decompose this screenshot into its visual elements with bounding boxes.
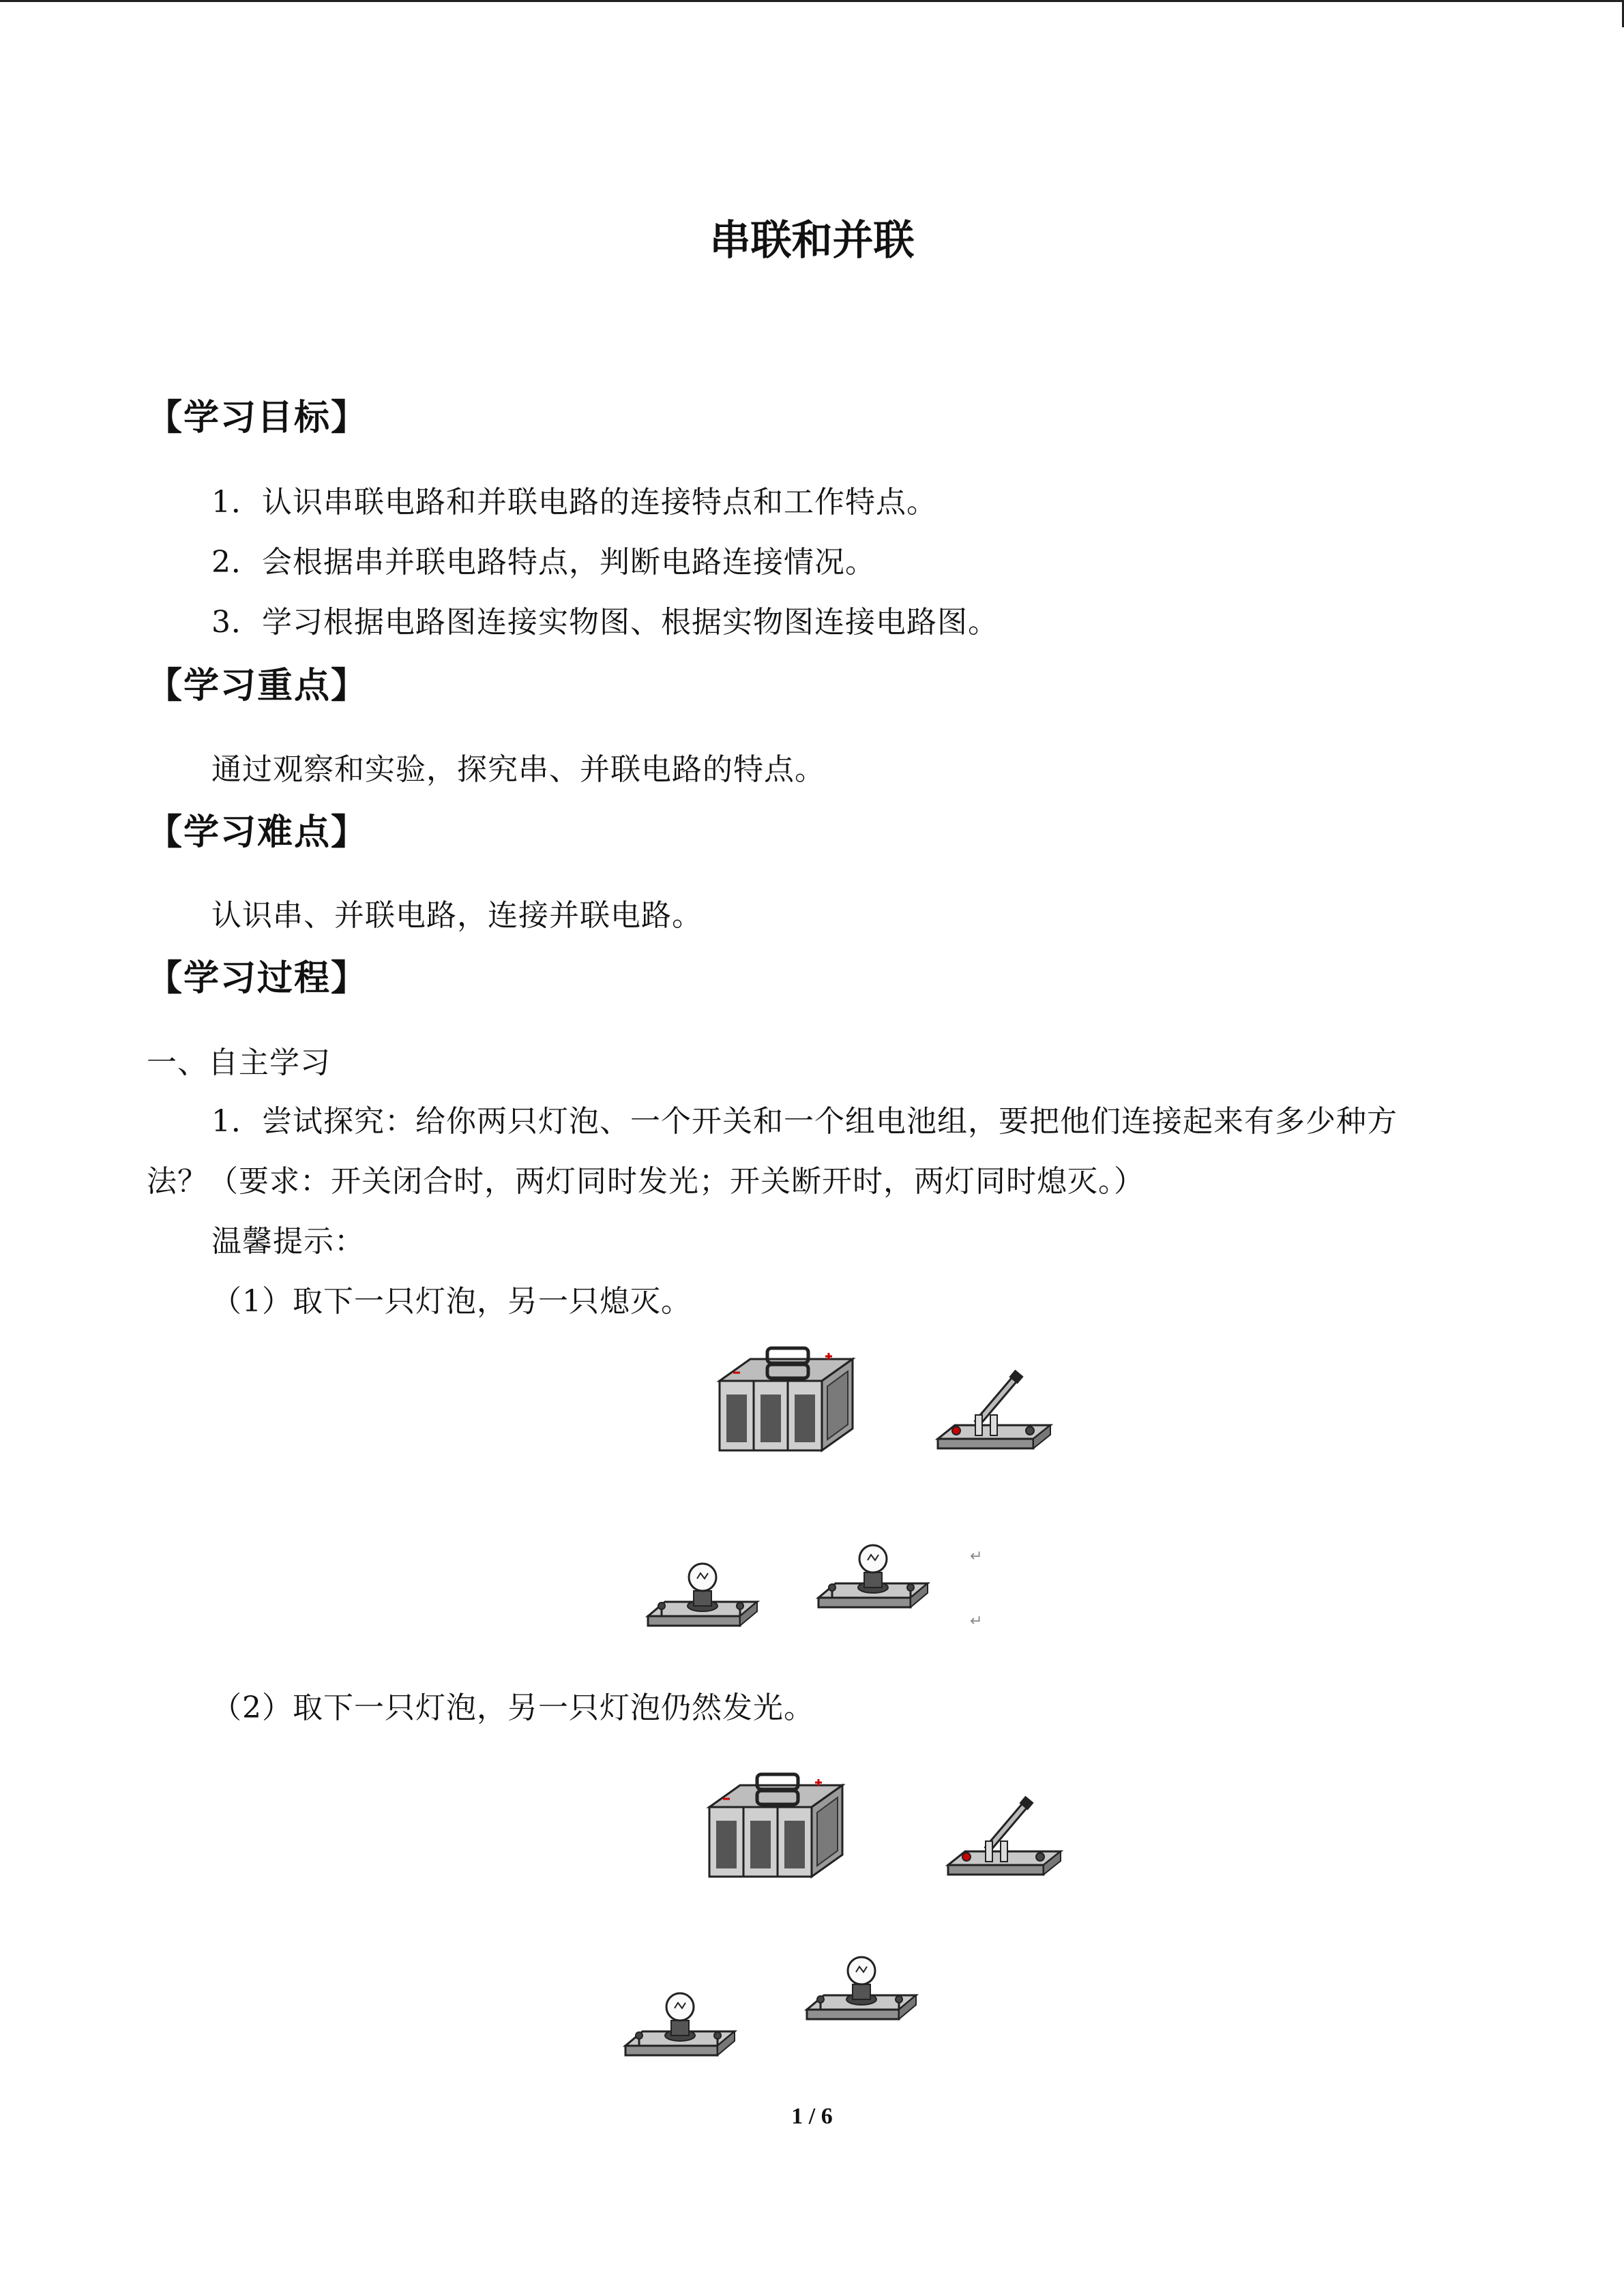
page-title: 串联和并联 (709, 217, 915, 265)
case-2-text: （2）取下一只灯泡，另一只灯泡仍然发光。 (211, 1690, 814, 1725)
question-1-line-1: 1．尝试探究：给你两只灯泡、一个开关和一个组电池组，要把他们连接起来有多少种方 (211, 1104, 1398, 1139)
knife-switch-icon (945, 1797, 1064, 1889)
battery-pack-icon (703, 1773, 853, 1892)
heading-difficulty: 【学习难点】 (147, 812, 368, 853)
case-1-text: （1）取下一只灯泡，另一只熄灭。 (211, 1284, 692, 1319)
goal-item-3: 3．学习根据电路图连接实物图、根据实物图连接电路图。 (211, 605, 999, 640)
bulb-holder-icon (803, 1952, 919, 2030)
heading-goals: 【学习目标】 (147, 398, 368, 438)
goal-item-2: 2．会根据串并联电路特点，判断电路连接情况。 (211, 545, 876, 580)
paragraph-mark: ↵ (970, 1548, 983, 1565)
bulb-holder-icon (645, 1558, 761, 1637)
key-text: 通过观察和实验，探究串、并联电路的特点。 (211, 752, 825, 787)
question-1-line-2: 法？（要求：开关闭合时，两灯同时发光；开关断开时，两灯同时熄灭。） (147, 1164, 1145, 1199)
heading-process: 【学习过程】 (147, 958, 368, 999)
page-top-border (0, 0, 1624, 2)
knife-switch-icon (934, 1371, 1054, 1463)
paragraph-mark: ↵ (970, 1613, 983, 1630)
page-number: 1 / 6 (791, 2104, 833, 2129)
heading-key: 【学习重点】 (147, 666, 368, 706)
difficulty-text: 认识串、并联电路，连接并联电路。 (211, 898, 703, 933)
subheading-self-study: 一、自主学习 (147, 1045, 331, 1080)
bulb-holder-icon (622, 1988, 738, 2066)
hint-label: 温馨提示： (211, 1224, 365, 1259)
bulb-holder-icon (815, 1540, 931, 1618)
battery-pack-icon (713, 1347, 863, 1466)
goal-item-1: 1．认识串联电路和并联电路的连接特点和工作特点。 (211, 485, 937, 520)
